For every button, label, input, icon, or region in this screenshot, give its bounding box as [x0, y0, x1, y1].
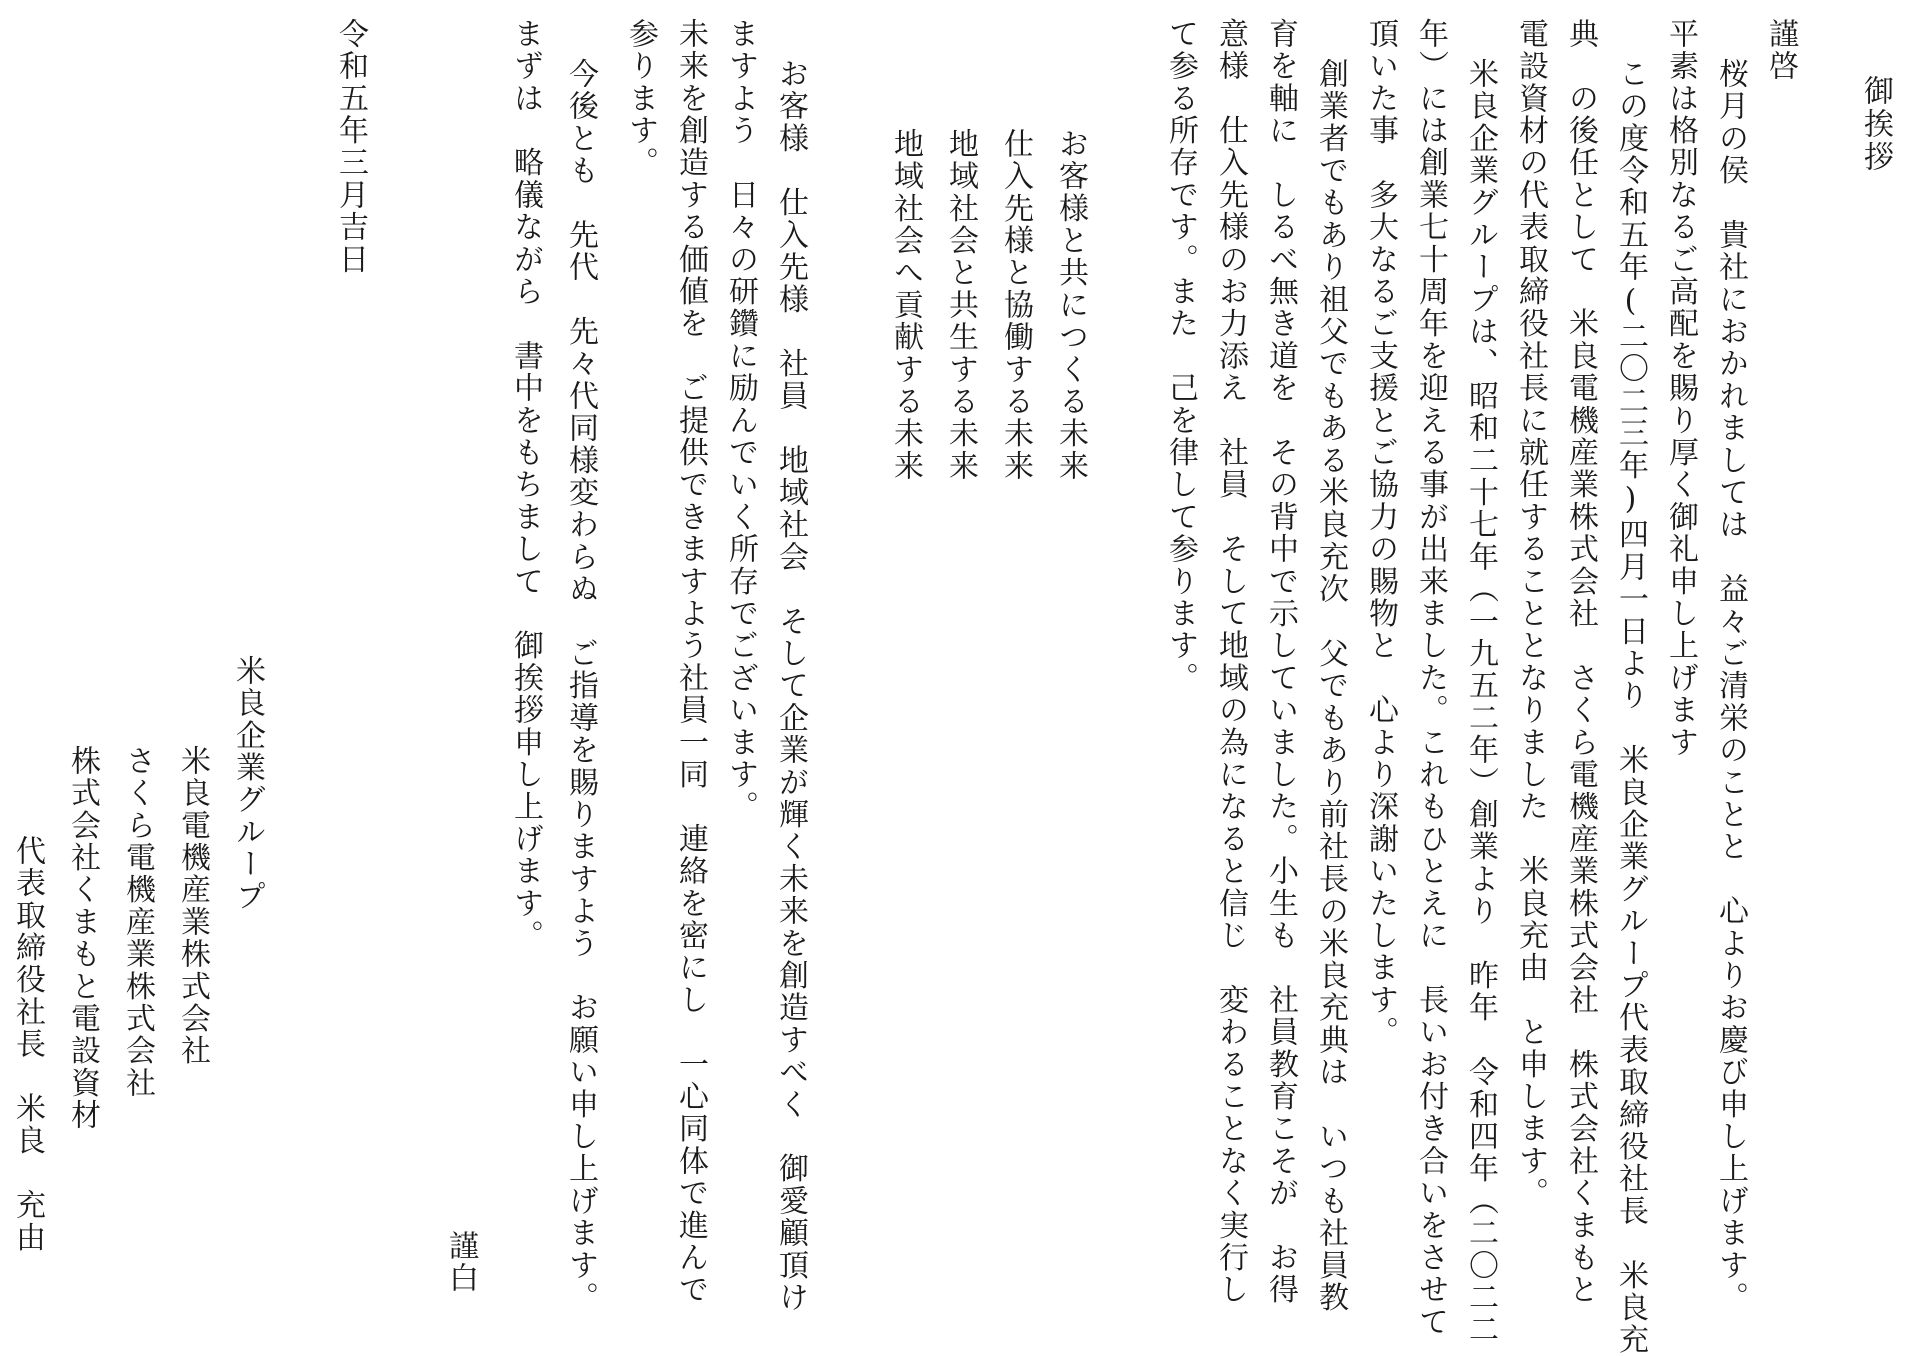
closing-line: 未来を創造する価値を ご提供できますよう社員一同 連絡を密にし 一心同体で進んで [673, 18, 708, 1306]
motto-line: 仕入先様と協働する未来 [998, 128, 1033, 483]
body-line: 頂いた事 多大なるご支援とご協力の賜物と 心より深謝いたします。 [1363, 18, 1398, 1049]
closing-line: まずは 略儀ながら 書中をもちまして 御挨拶申し上げます。 [508, 18, 543, 952]
body-line: て参る所存です。また 己を律して参ります。 [1163, 18, 1198, 695]
body-line: 平素は格別なるご高配を賜り厚く御礼申し上げます [1663, 18, 1698, 759]
salutation: 謹啓 [1763, 18, 1798, 83]
signature-company: 株式会社くまもと電設資材 [65, 745, 100, 1132]
motto-line: お客様と共につくる未来 [1053, 128, 1088, 483]
closing-line: 今後とも 先代 先々代同様変わらぬ ご指導を賜りますよう お願い申し上げます。 [563, 58, 598, 1314]
body-line: 育を軸に しるべ無き道を その背中で示していました。小生も 社員教育こそが お得 [1263, 18, 1298, 1306]
body-line: 米良企業グループは、昭和二十七年（一九五二年）創業より 昨年 令和四年（二〇二二 [1463, 58, 1498, 1346]
closing-line: ますよう 日々の研鑽に励んでいく所存でございます。 [723, 18, 758, 823]
signature-company: 米良電機産業株式会社 [175, 745, 210, 1067]
motto-line: 地域社会へ貢献する未来 [888, 128, 923, 483]
body-line: 桜月の侯 貴社におかれましては 益々ご清栄のことと 心よりお慶び申し上げます。 [1713, 58, 1748, 1314]
body-line: 年）には創業七十周年を迎える事が出来ました。これもひとえに 長いお付き合いをさせて [1413, 18, 1448, 1339]
signature-company: さくら電機産業株式会社 [120, 745, 155, 1100]
signature-name: 代表取締役社長 米良 充由 [10, 835, 45, 1254]
body-line: 電設資材の代表取締役社長に就任することとなりました 米良充由 と申します。 [1513, 18, 1548, 1210]
body-line: 意様 仕入先様のお力添え 社員 そして地域の為になると信じ 変わることなく実行し [1213, 18, 1248, 1306]
letter-date: 令和五年三月吉日 [333, 18, 368, 276]
body-line: 創業者でもあり祖父でもある米良充次 父でもあり前社長の米良充典は いつも社員教 [1313, 58, 1348, 1314]
signature-group: 米良企業グループ [230, 655, 265, 913]
body-line: この度令和五年(二〇二三年)四月一日より 米良企業グループ代表取締役社長 米良充 [1613, 58, 1648, 1356]
motto-line: 地域社会と共生する未来 [943, 128, 978, 483]
closing-line: お客様 仕入先様 社員 地域社会 そして企業が輝く未来を創造すべく 御愛顧頂け [773, 58, 808, 1314]
body-line: 典 の後任として 米良電機産業株式会社 さくら電機産業株式会社 株式会社くまもと [1563, 18, 1598, 1306]
valediction: 謹白 [443, 1230, 478, 1295]
letter-title: 御挨拶 [1858, 75, 1893, 174]
closing-line: 参ります。 [623, 18, 658, 179]
